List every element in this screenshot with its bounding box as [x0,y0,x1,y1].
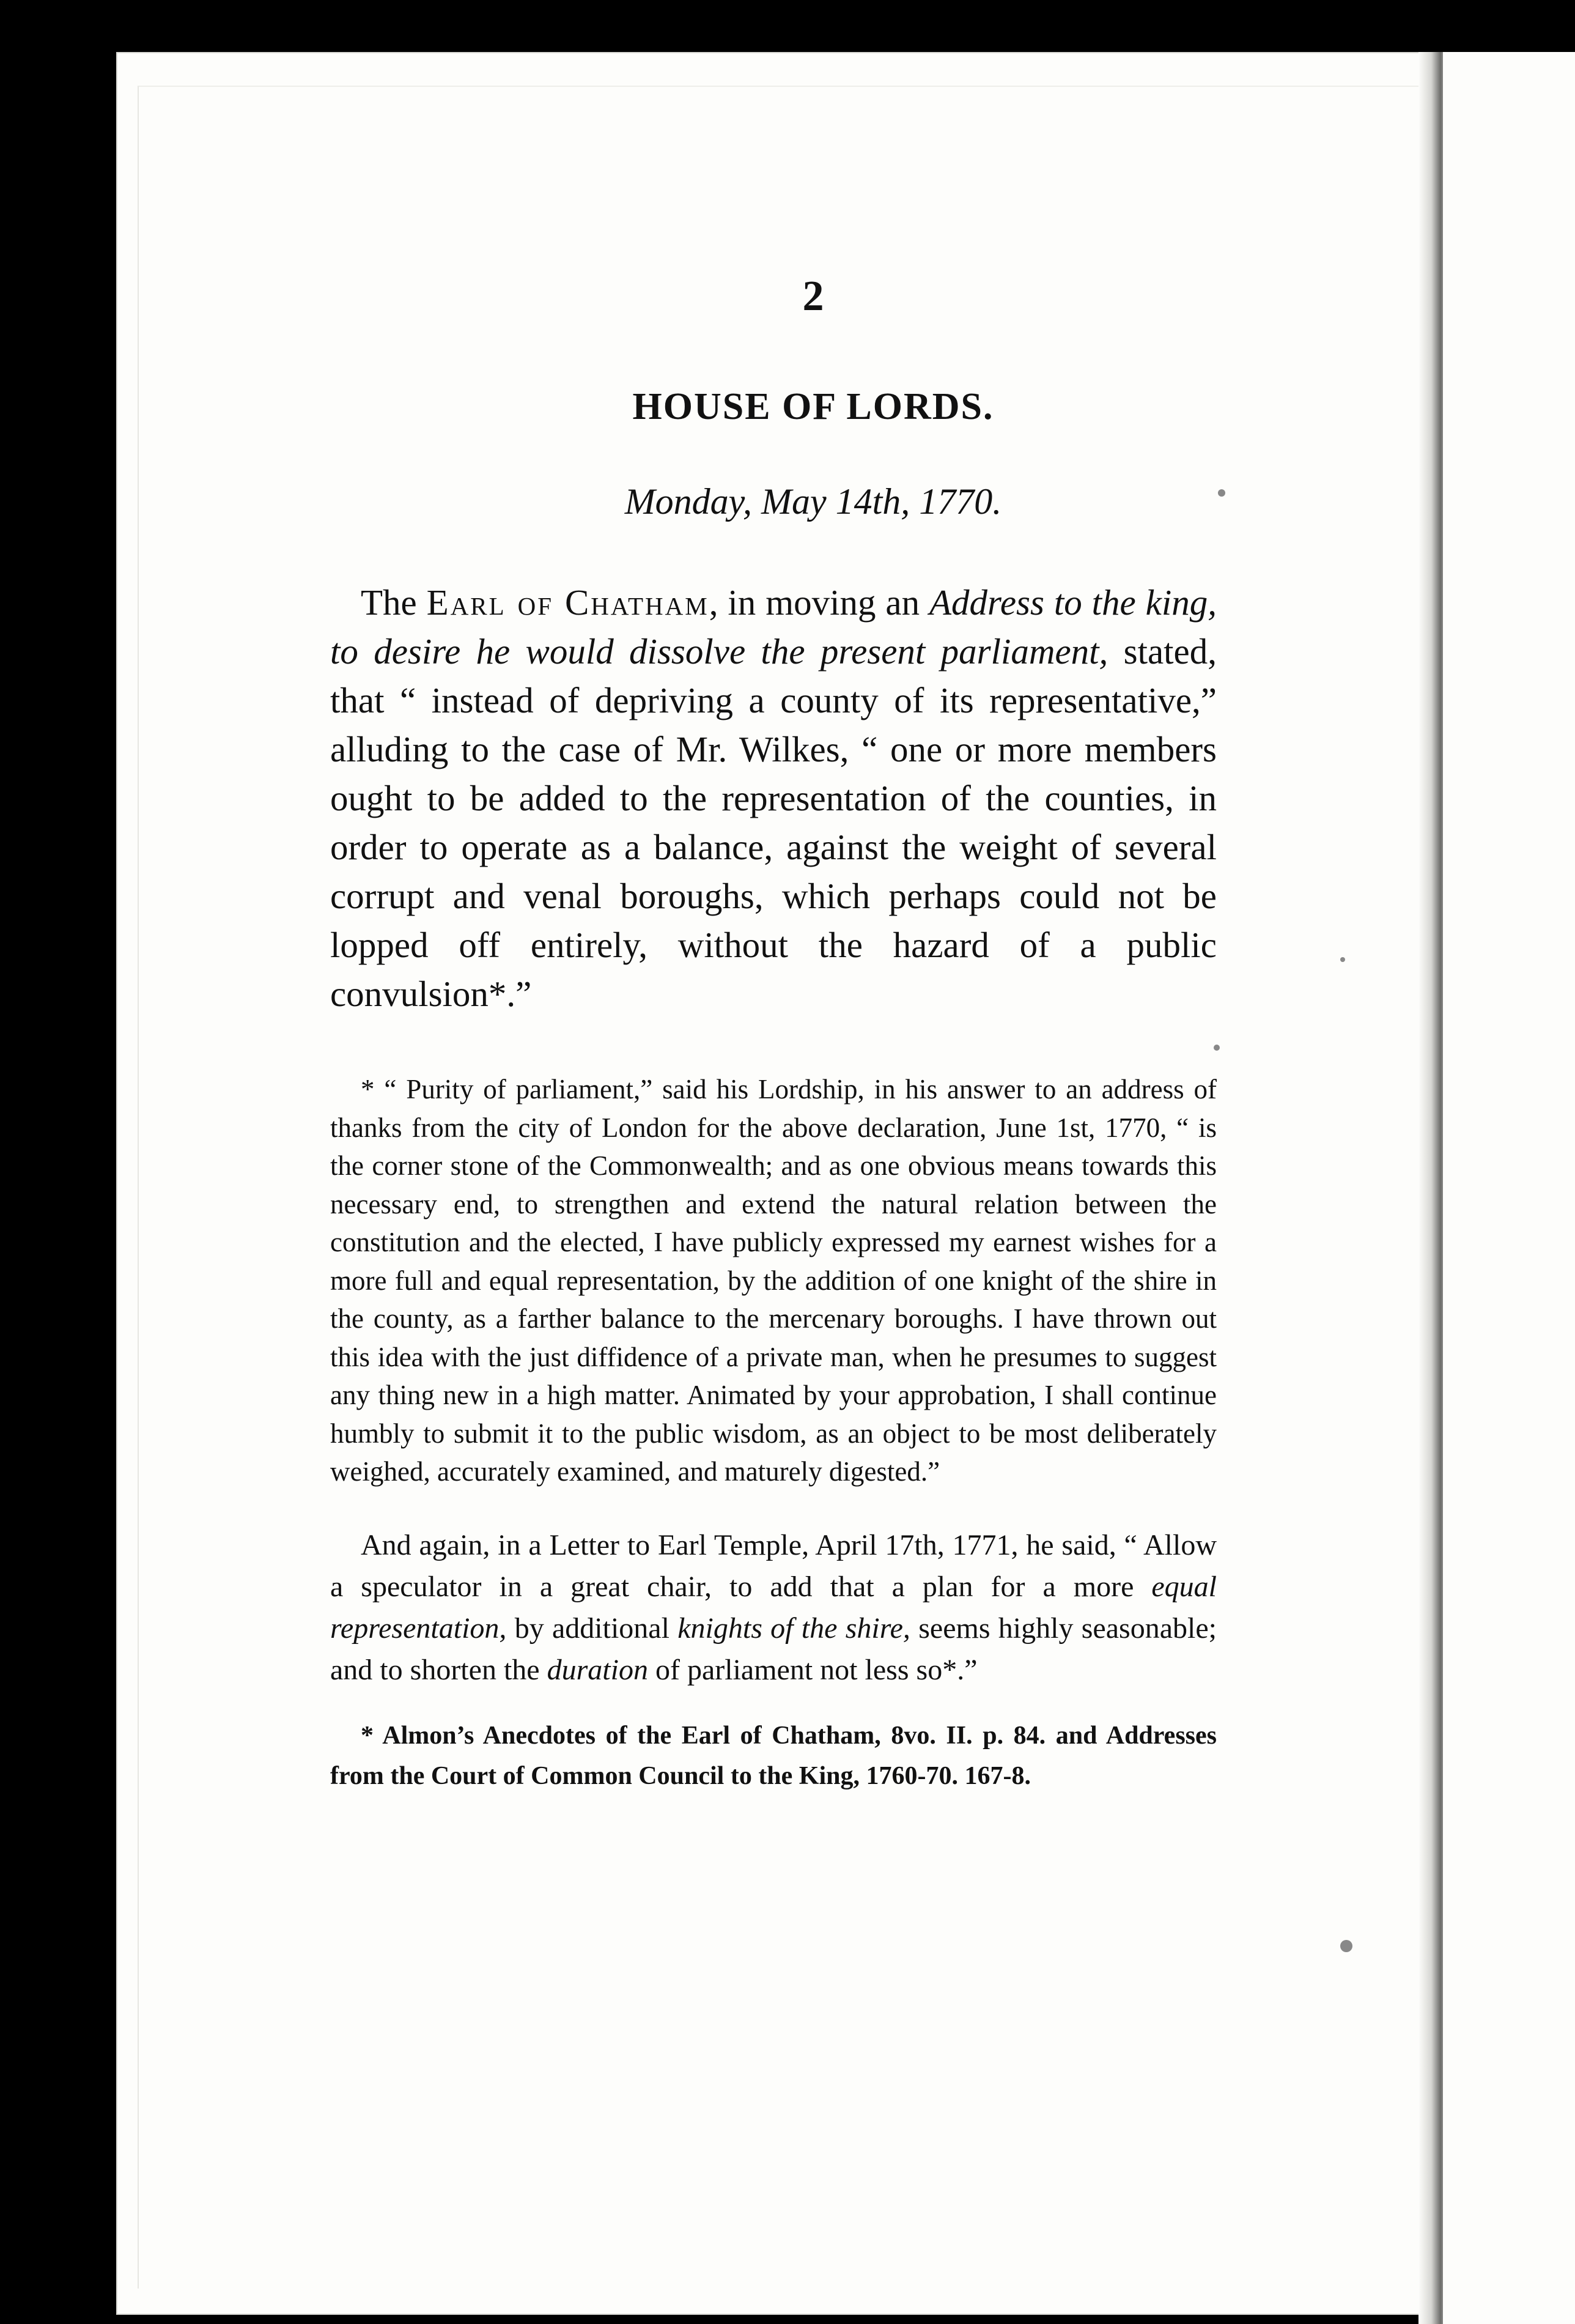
letter-text-4: of parliament not less so*.” [647,1653,978,1686]
main-text-1: , in moving an [709,582,930,623]
letter-italic-2: knights of the shire, [677,1612,910,1645]
main-text-2: stated, that “ instead of depriving a county of its representative,” alluding to the case of Mr. Wilkes, “ one or more members ought to be added to the representation of the counties, in order to operate as a balance, against the weight of several corrupt and venal boroughs, which perhaps could not be lopped off entirely, without the hazard of a public convulsion*.” [330,631,1217,1014]
dateline: Monday, May 14th, 1770. [624,481,1002,522]
speaker-name: Earl of Chatham [426,582,709,623]
speck [1340,957,1345,962]
page-heading: HOUSE OF LORDS. [632,386,994,427]
text-column [330,263,1217,1963]
letter-text-2: by additional [506,1612,678,1645]
letter-text-3: seems highly seasonable; and to shorten the [330,1612,1217,1686]
speck [1340,1940,1352,1952]
letter-italic-1: equal representation, [330,1570,1217,1645]
letter-text-1: And again, in a Letter to Earl Temple, April 17th, 1771, he said, “ Allow a speculator in a great chair, to add that a plan for a more [330,1528,1217,1603]
motion-italic: Address to the king, to desire he would dissolve the present parliament, [330,582,1217,672]
facing-page-edge [1443,52,1575,2324]
main-paragraph [330,578,1217,1018]
speck [1218,489,1225,497]
letter-paragraph [330,1525,1217,1691]
letter-italic-3: duration [547,1653,648,1686]
footnote: * “ Purity of parliament,” said his Lordship, in his answer to an address of thanks from the city of London for the above declaration, June 1st, 1770, “ is the corner stone of the Commonwealth; and as one obvious means towards this necessary end, to strengthen and extend the natural relation between the constitution and the elected, I have publicly expressed my earnest wishes for a more full and equal representation, by the addition of one knight of the shire in the county, as a farther balance to the mercenary boroughs. I have thrown out this idea with the just diffidence of a private man, when he presumes to suggest any thing new in a high matter. Animated by your approbation, I shall continue humbly to submit it to the public wisdom, as an object to be most deliberately weighed, accurately examined, and maturely digested.” [330,1074,1217,1487]
main-lead: The [361,582,427,623]
letter-footnote: * Almon’s Anecdotes of the Earl of Chatham, 8vo. II. p. 84. and Addresses from the Court of Common Council to the King, 1760-70. 167-8. [330,1721,1217,1790]
page-number: 2 [802,273,824,320]
